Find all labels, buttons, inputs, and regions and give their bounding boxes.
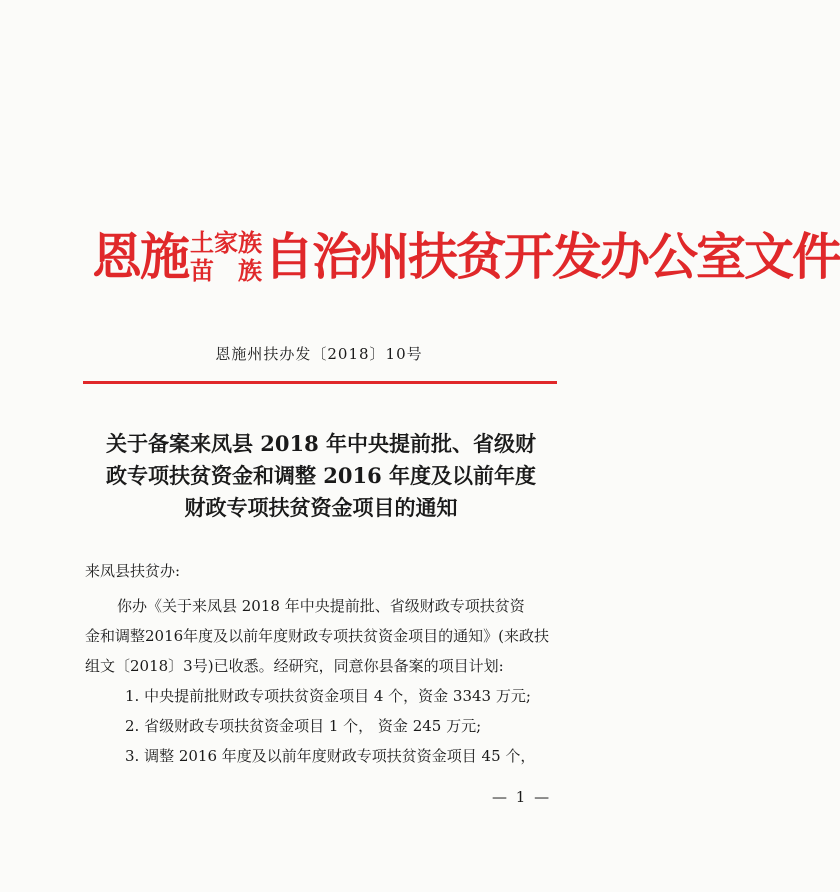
title-line: 财政专项扶贫资金项目的通知 — [184, 495, 458, 520]
item-list — [85, 681, 565, 771]
paragraph-line: 组文〔2018〕3号)已收悉。经研究，同意你县备案的项目计划: — [85, 657, 504, 675]
document-number: 恩施州扶办发〔2018〕10号 — [215, 345, 423, 363]
page-number: — 1 — — [492, 788, 552, 806]
header-part2: 自治州扶贫开发办公室文件 — [264, 228, 840, 286]
header-ethnic-stack — [190, 229, 262, 285]
header-stack-bottom-right: 族 — [238, 257, 262, 285]
header-part1: 恩施 — [92, 228, 188, 286]
addressee: 来凤县扶贫办: — [85, 562, 181, 580]
list-item: 1. 中央提前批财政专项扶贫资金项目 4 个，资金 3343 万元; — [125, 687, 531, 705]
paragraph-line: 你办《关于来凤县 2018 年中央提前批、省级财政专项扶贫资 — [117, 597, 525, 615]
red-divider — [83, 381, 557, 384]
list-item: 3. 调整 2016 年度及以前年度财政专项扶贫资金项目 45 个， — [125, 747, 536, 765]
header-stack-bottom-left: 苗 — [190, 257, 214, 285]
document-title — [78, 428, 564, 524]
header-stack-top: 土家族 — [190, 229, 262, 257]
body-paragraph — [85, 591, 565, 681]
paragraph-line: 金和调整2016年度及以前年度财政专项扶贫资金项目的通知》(来政扶 — [85, 627, 550, 645]
red-header — [92, 212, 840, 302]
title-line: 关于备案来凤县 2018 年中央提前批、省级财 — [105, 431, 537, 456]
list-item: 2. 省级财政专项扶贫资金项目 1 个， 资金 245 万元; — [125, 717, 482, 735]
title-line: 政专项扶贫资金和调整 2016 年度及以前年度 — [105, 463, 537, 488]
